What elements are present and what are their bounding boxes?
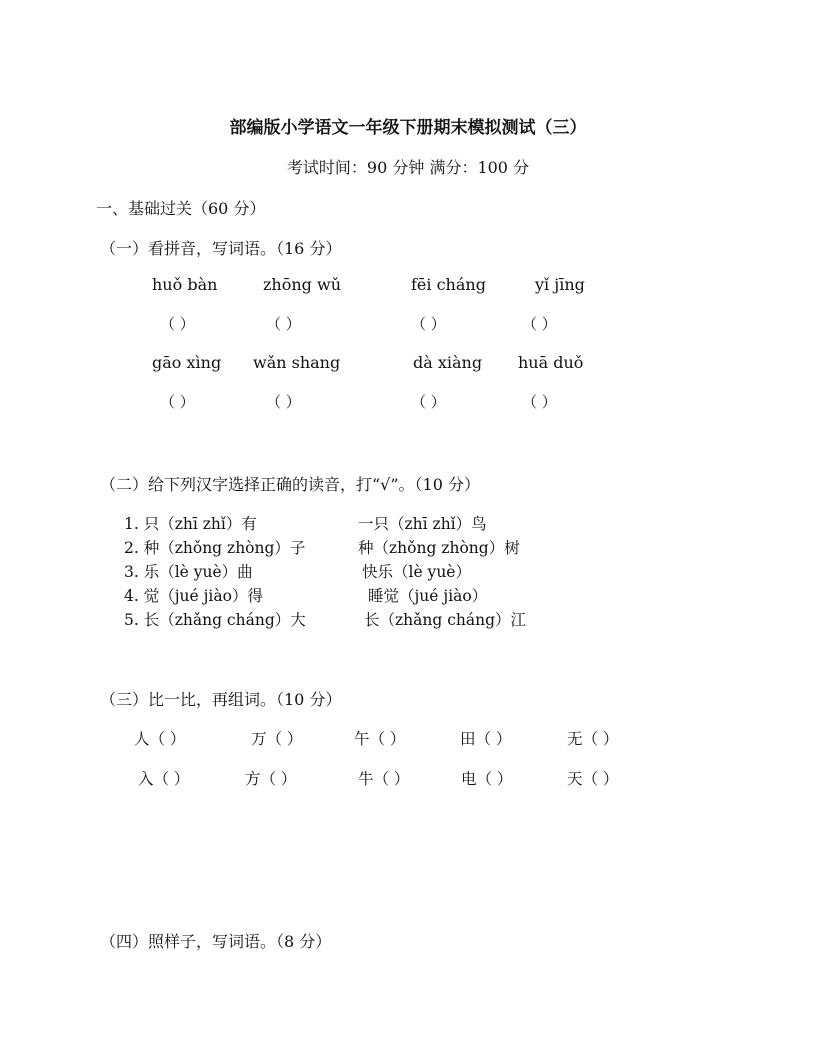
choice-item[interactable]: 长（zhǎng cháng）江 — [364, 611, 527, 629]
word-blank[interactable]: 万（ ） — [251, 730, 303, 748]
q1-heading: （一）看拼音，写词语。（16 分） — [100, 239, 342, 258]
page-title: 部编版小学语文一年级下册期末模拟测试（三） — [229, 118, 587, 138]
choice-item[interactable]: 3. 乐（lè yuè）曲 — [124, 563, 253, 581]
choice-item[interactable]: 1. 只（zhī zhǐ）有 — [124, 515, 257, 533]
answer-blank[interactable]: （ ） — [160, 315, 195, 333]
word-blank[interactable]: 天（ ） — [567, 770, 619, 788]
word-blank[interactable]: 方（ ） — [245, 770, 297, 788]
pinyin-item: dà xiàng — [413, 353, 483, 372]
choice-item[interactable]: 种（zhǒng zhòng）树 — [358, 539, 520, 557]
part1-heading: 一、基础过关（60 分） — [96, 199, 266, 218]
choice-item[interactable]: 睡觉（jué jiào） — [368, 587, 488, 605]
answer-blank[interactable]: （ ） — [411, 315, 446, 333]
q4-heading: （四）照样子，写词语。（8 分） — [100, 932, 332, 951]
pinyin-item: gāo xìng — [152, 353, 222, 372]
answer-blank[interactable]: （ ） — [522, 393, 557, 411]
answer-blank[interactable]: （ ） — [522, 315, 557, 333]
pinyin-item: fēi cháng — [411, 275, 486, 294]
choice-item[interactable]: 2. 种（zhǒng zhòng）子 — [124, 539, 306, 557]
exam-info: 考试时间：90 分钟 满分：100 分 — [286, 158, 530, 177]
word-blank[interactable]: 田（ ） — [460, 730, 512, 748]
pinyin-item: huǒ bàn — [152, 275, 218, 294]
word-blank[interactable]: 人（ ） — [134, 730, 186, 748]
q2-heading: （二）给下列汉字选择正确的读音，打“√”。（10 分） — [100, 475, 481, 494]
pinyin-item: wǎn shang — [253, 353, 341, 372]
word-blank[interactable]: 牛（ ） — [358, 770, 410, 788]
answer-blank[interactable]: （ ） — [160, 393, 195, 411]
word-blank[interactable]: 无（ ） — [567, 730, 619, 748]
pinyin-item: huā duǒ — [518, 353, 584, 372]
answer-blank[interactable]: （ ） — [266, 315, 301, 333]
pinyin-item: zhōng wǔ — [263, 275, 341, 294]
word-blank[interactable]: 午（ ） — [354, 730, 406, 748]
answer-blank[interactable]: （ ） — [411, 393, 446, 411]
choice-item[interactable]: 快乐（lè yuè） — [362, 563, 471, 581]
pinyin-item: yǐ jīng — [535, 275, 585, 294]
choice-item[interactable]: 4. 觉（jué jiào）得 — [124, 587, 263, 605]
word-blank[interactable]: 入（ ） — [138, 770, 190, 788]
q3-heading: （三）比一比，再组词。（10 分） — [100, 690, 342, 709]
choice-item[interactable]: 5. 长（zhǎng cháng）大 — [124, 611, 306, 629]
word-blank[interactable]: 电（ ） — [461, 770, 513, 788]
answer-blank[interactable]: （ ） — [266, 393, 301, 411]
choice-item[interactable]: 一只（zhī zhǐ）鸟 — [358, 515, 487, 533]
